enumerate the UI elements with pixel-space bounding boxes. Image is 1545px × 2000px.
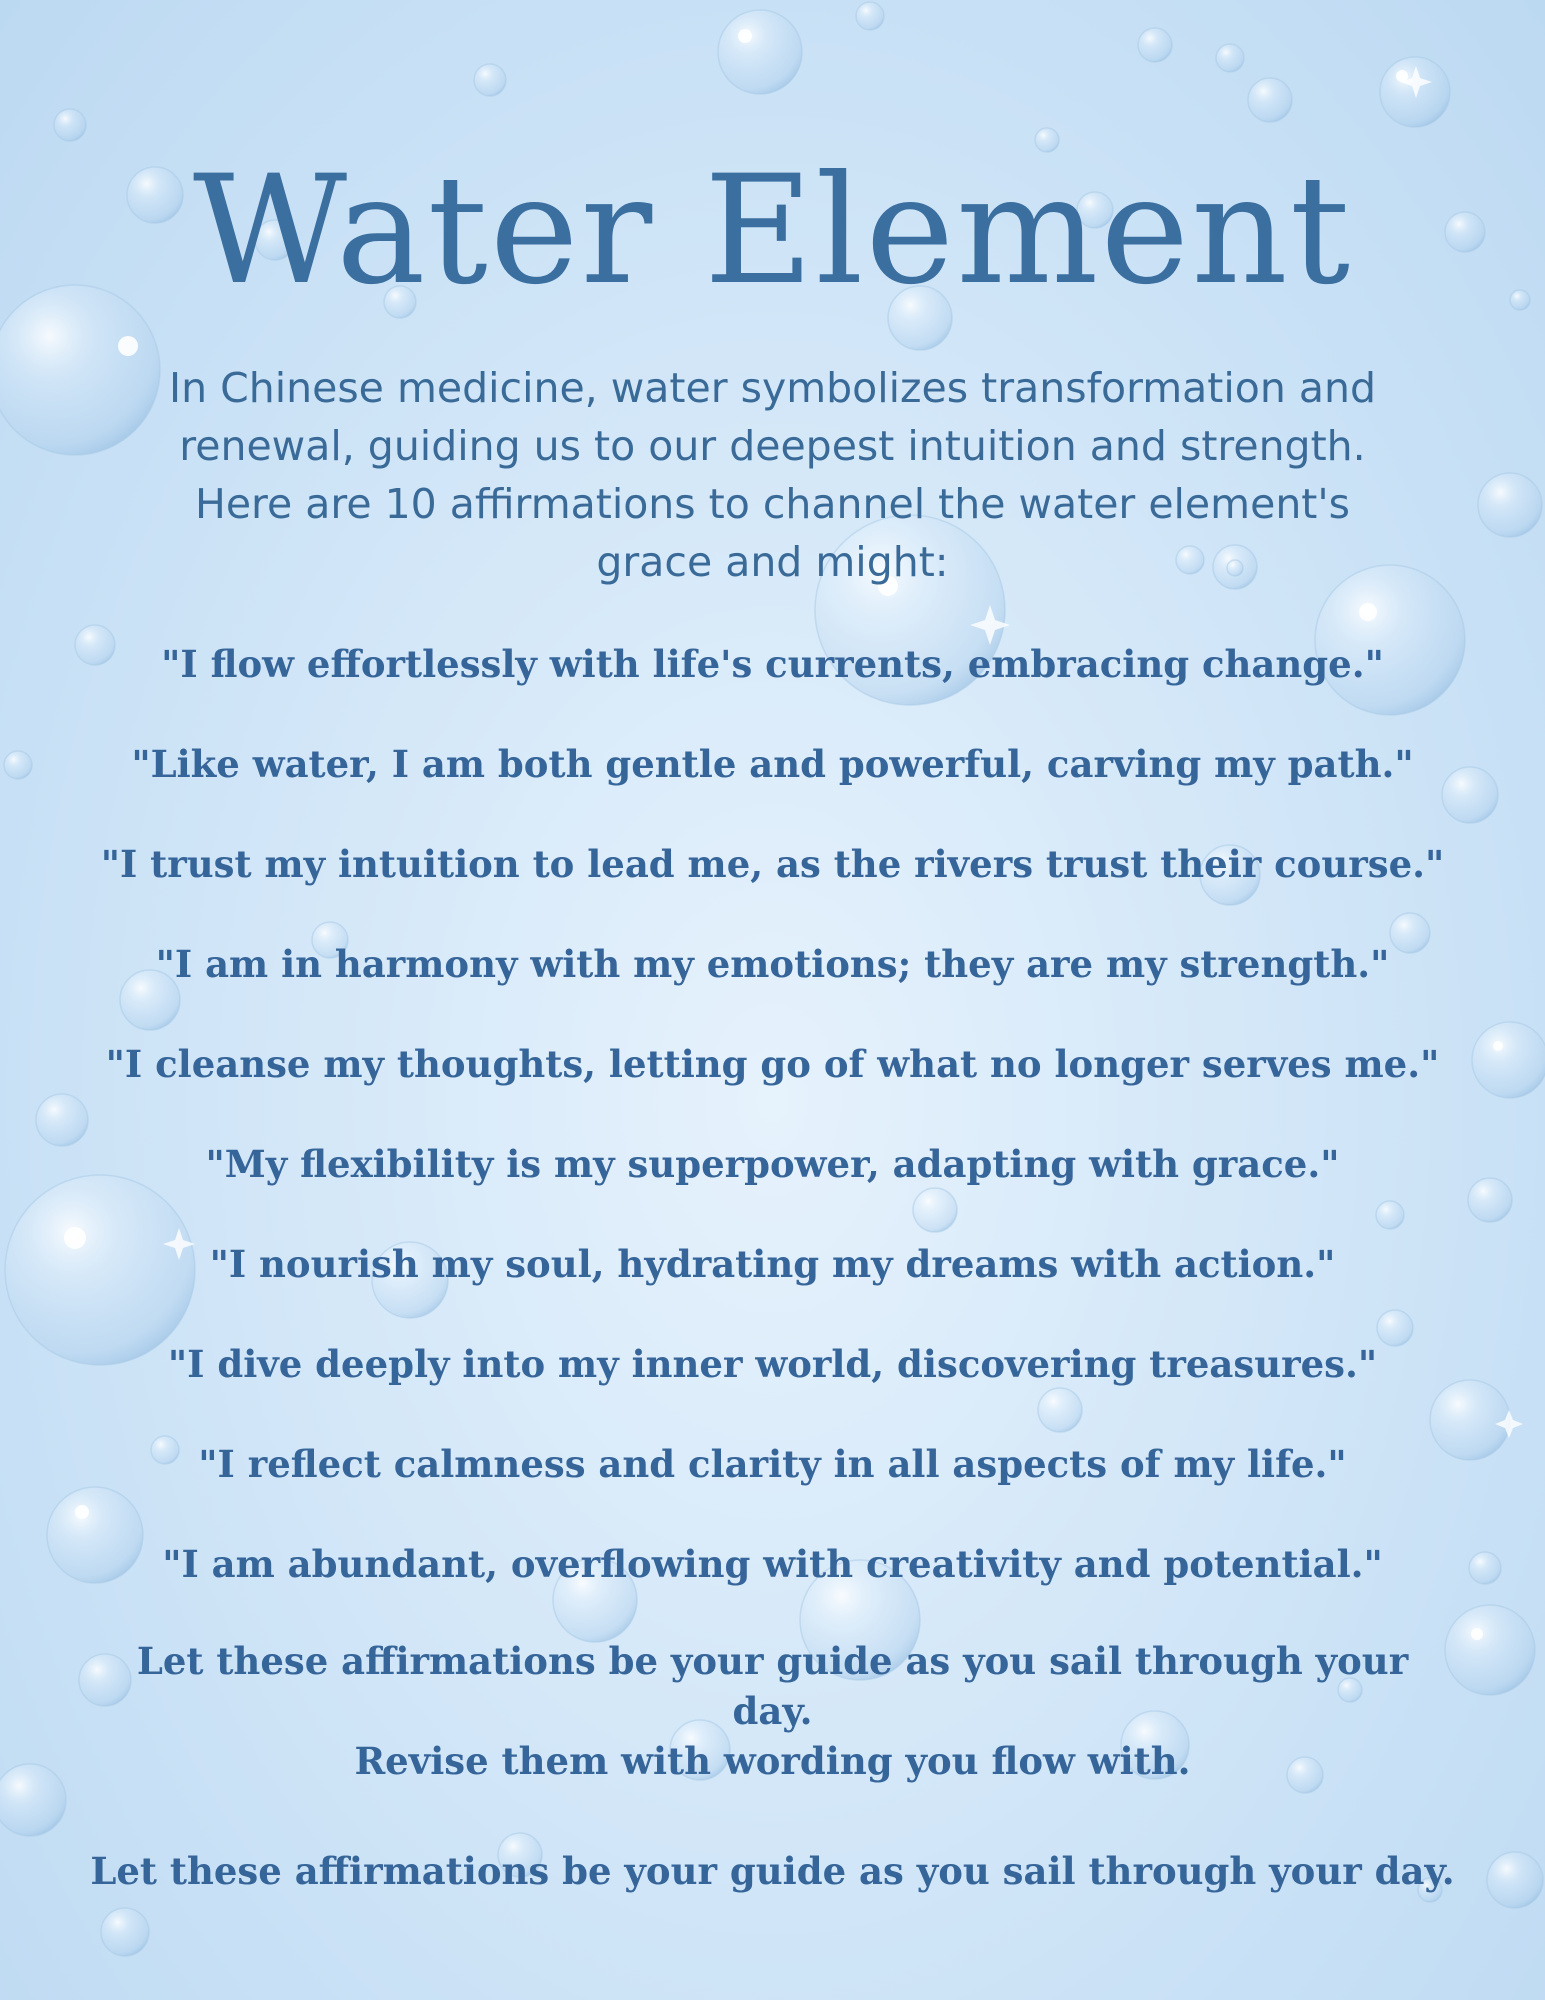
affirmation-item: "I reflect calmness and clarity in all aspects of my life." <box>198 1442 1347 1486</box>
affirmation-item: "I am in harmony with my emotions; they are my strength." <box>155 942 1390 986</box>
affirmation-item: "I cleanse my thoughts, letting go of what no longer serves me." <box>105 1042 1440 1086</box>
outro-line-2: Revise them with wording you flow with. <box>354 1739 1191 1783</box>
outro-paragraph <box>100 1636 1445 1786</box>
outro-line-1: Let these affirmations be your guide as you sail through your day. <box>136 1639 1409 1733</box>
intro-paragraph: In Chinese medicine, water symbolizes transformation and renewal, guiding us to our deepest intuition and strength. Here are 10 affirmations to channel the water element's grace and might: <box>169 364 1376 586</box>
affirmation-item: "I am abundant, overflowing with creativity and potential." <box>162 1542 1383 1586</box>
page-title: Water Element <box>192 143 1353 318</box>
affirmation-item: "I dive deeply into my inner world, discovering treasures." <box>167 1342 1378 1386</box>
closing-line: Let these affirmations be your guide as you sail through your day. <box>90 1849 1455 1893</box>
affirmation-item: "My flexibility is my superpower, adapting with grace." <box>205 1142 1340 1186</box>
affirmation-list <box>0 636 1545 1636</box>
affirmation-item: "I trust my intuition to lead me, as the rivers trust their course." <box>100 842 1445 886</box>
affirmation-item: "I nourish my soul, hydrating my dreams with action." <box>209 1242 1336 1286</box>
affirmation-item: "Like water, I am both gentle and powerful, carving my path." <box>131 742 1414 786</box>
affirmation-item: "I flow effortlessly with life's currents, embracing change." <box>161 642 1384 686</box>
